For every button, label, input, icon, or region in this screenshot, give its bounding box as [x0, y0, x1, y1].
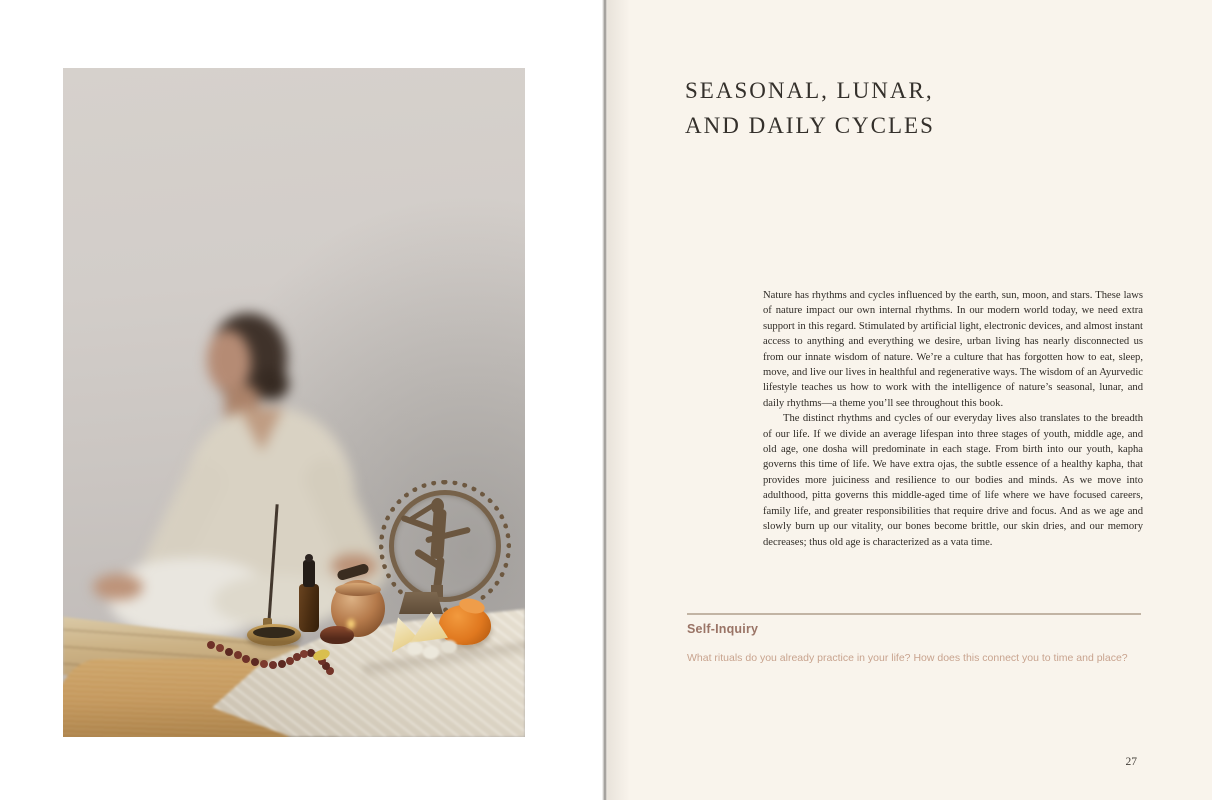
amber-bottle-dropper — [303, 560, 315, 587]
lamp-flame — [347, 619, 355, 629]
section-divider-rule — [687, 613, 1141, 615]
nataraja-ring — [389, 490, 501, 602]
page-number: 27 — [1125, 756, 1137, 768]
yellow-petal — [312, 648, 331, 663]
meditation-photo — [63, 68, 525, 737]
self-inquiry-question: What rituals do you already practice in your life? How does this connect you to time and place? — [687, 652, 1128, 664]
title-line-1: SEASONAL, LUNAR, — [685, 78, 934, 104]
incense-holder-bowl-interior — [253, 627, 295, 638]
mala-beads — [207, 641, 215, 649]
left-page — [0, 0, 603, 800]
white-flowers — [407, 638, 459, 658]
amber-bottle-top — [305, 554, 313, 562]
paragraph: Nature has rhythms and cycles influenced by the earth, sun, moon, and stars. These laws of nature impact our own internal rhythms. In our modern world today, we need extra support in this regard. Stimulated by artificial light, electronic devices, and almost instant access to anything and everything we desire, urban living has nearly disconnected us from our innate wisdom of nature. We’re a culture that has forgotten how to eat, sleep, move, and live our lives in healthful and regenerative ways. The wisdom of an Ayurvedic lifestyle teaches us how to work with the intelligence of nature’s seasonal, lunar, and daily rhythms—a theme you’ll see throughout this book. — [763, 290, 1143, 409]
flower — [423, 646, 439, 659]
body-text — [763, 288, 1143, 550]
altar-items — [63, 68, 525, 737]
incense-stick — [267, 504, 279, 628]
flower — [441, 640, 457, 653]
right-page — [608, 0, 1212, 800]
title-line-2: AND DAILY CYCLES — [685, 113, 935, 139]
flower — [407, 642, 423, 655]
pestle — [336, 563, 370, 581]
nataraja-base — [399, 592, 443, 614]
copper-vessel-rim — [335, 583, 381, 596]
amber-bottle — [299, 584, 319, 632]
page-title — [685, 73, 935, 143]
paragraph: The distinct rhythms and cycles of our everyday lives also translates to the breadth of our life. If we divide an average lifespan into three stages of youth, middle age, and old age, one dosha will predominate in each stage. From birth into our youth, kapha governs this time of life. We have extra ojas, the subtle essence of a healthy kapha, that provides more juiciness and resilience to our bodies and minds. As we move into adulthood, pitta governs this middle-aged time of life where we have focused careers, family life, and greater responsibilities that require drive and focus. And as we age and slowly burn up our vitality, our bones become brittle, our skin dries, and our memory decreases; thus old age is characterized as a vata time. — [763, 413, 1143, 548]
self-inquiry-heading: Self-Inquiry — [687, 622, 759, 636]
